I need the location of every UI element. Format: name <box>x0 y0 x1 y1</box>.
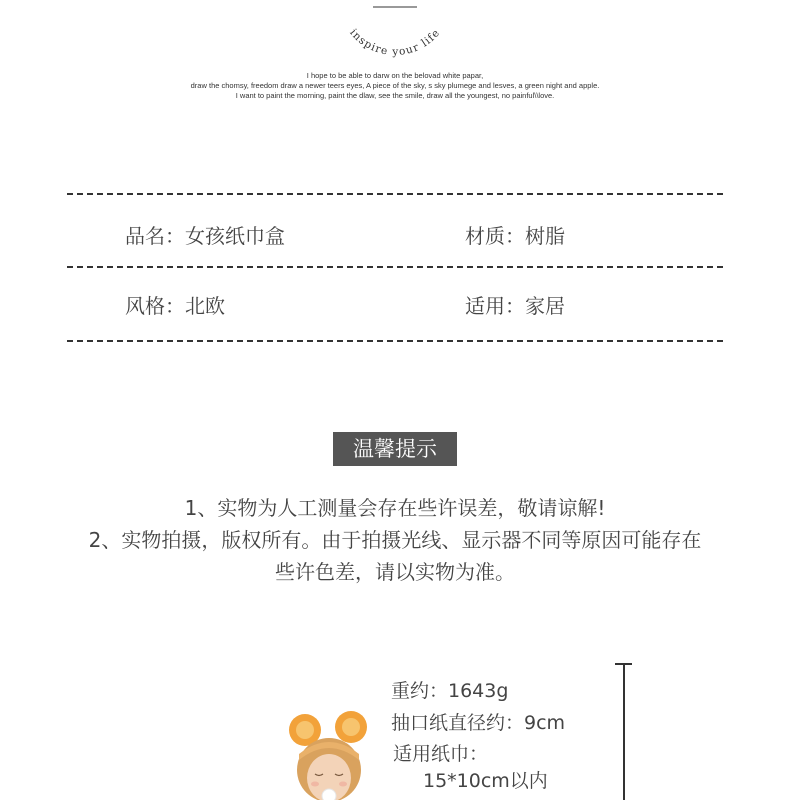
notice-line-2: 2、实物拍摄，版权所有。由于拍摄光线、显示器不同等原因可能存在 <box>88 528 702 552</box>
product-opening-diameter: 抽口纸直径约：9cm <box>391 712 566 734</box>
girl-tissue-box-image <box>283 708 375 800</box>
spec-style: 风格：北欧 <box>125 294 225 318</box>
product-fits-label: 适用纸巾： <box>393 743 489 765</box>
dashed-divider <box>67 193 723 195</box>
spec-usage: 适用：家居 <box>465 294 565 318</box>
spec-product-name: 品名：女孩纸巾盒 <box>125 224 285 248</box>
notice-title-badge: 温馨提示 <box>333 432 457 466</box>
seal-arc-text: inspire your life <box>347 26 443 59</box>
spec-material: 材质：树脂 <box>465 224 565 248</box>
dashed-divider <box>67 266 723 268</box>
product-fits-value: 15*10cm以内 <box>423 770 548 792</box>
notice-line-3: 些许色差，请以实物为准。 <box>275 560 515 584</box>
product-weight: 重约：1643g <box>391 680 509 702</box>
intro-line-2: draw the chomsy, freedom draw a newer teers eyes, A piece of the sky, s sky plumege and lesves, a green night and apple. <box>190 81 600 90</box>
intro-line-3: I want to paint the morning, paint the dlaw, see the smile, draw all the youngest, no painful\\love. <box>235 91 555 100</box>
height-dimension-line <box>623 663 625 800</box>
brand-seal-logo <box>320 0 470 60</box>
svg-text:inspire your life <box>347 27 443 58</box>
bubble-shape <box>322 789 336 800</box>
notice-line-1: 1、实物为人工测量会存在些许误差，敬请谅解! <box>184 496 606 520</box>
dashed-divider <box>67 340 723 342</box>
intro-line-1: I hope to be able to darw on the belovad white papar, <box>306 71 484 80</box>
